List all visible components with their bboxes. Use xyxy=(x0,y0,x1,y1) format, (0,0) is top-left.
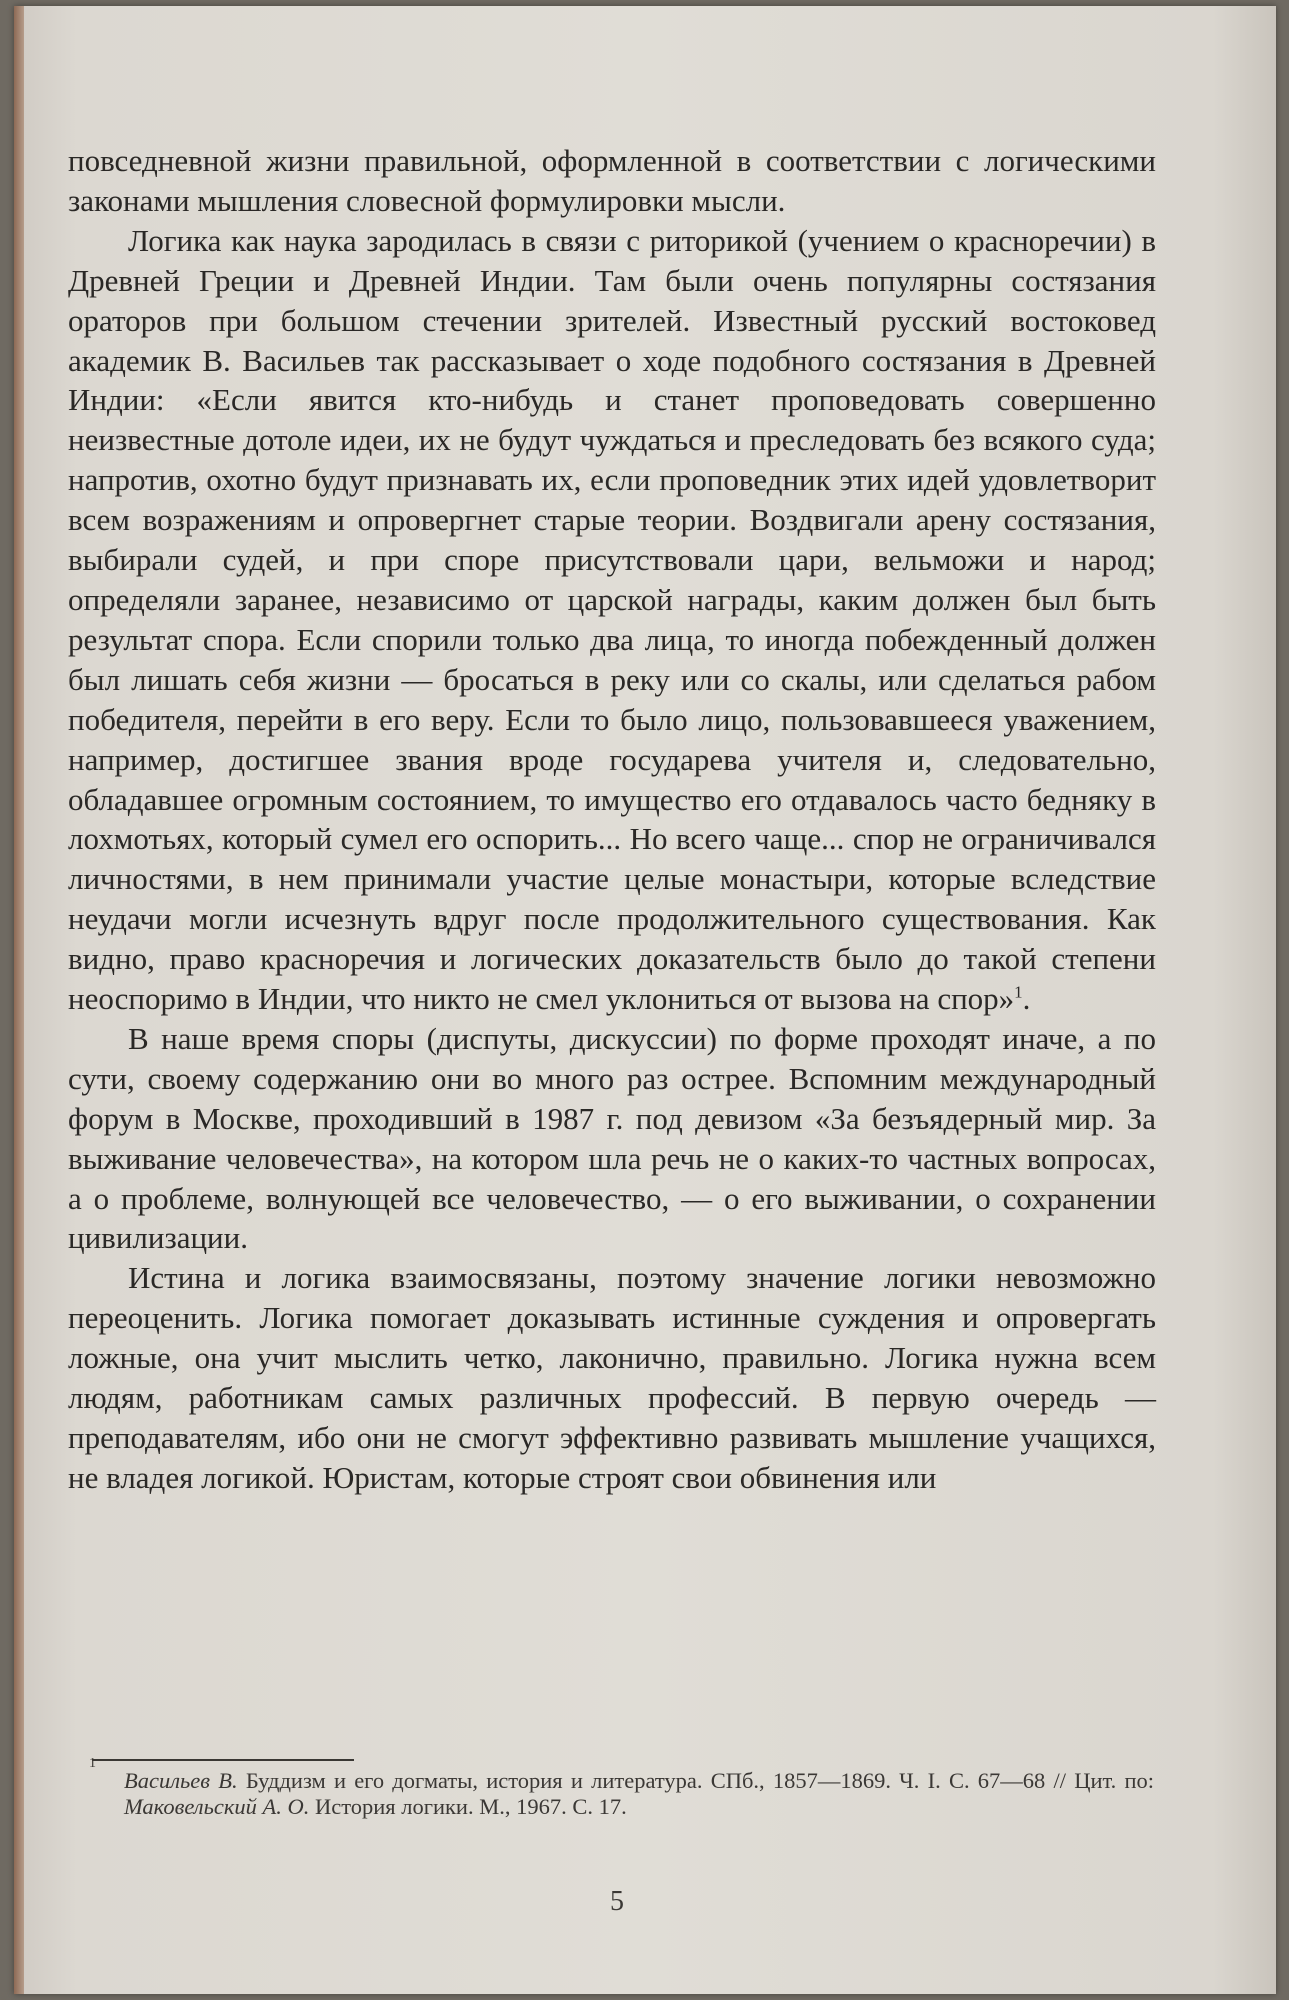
footnote-mark: 1 xyxy=(89,1756,96,1771)
footnote xyxy=(124,1768,1154,1820)
footnote-reference: 1 xyxy=(1014,982,1023,1002)
paragraph-2-end: . xyxy=(1022,981,1031,1017)
book-page xyxy=(14,6,1276,1994)
book-spine-edge xyxy=(14,6,24,1994)
paragraph-4: Истина и логика взаимосвязаны, поэтому значение логики невозможно переоценить. Логика помогает доказывать истинные суждения и опровергать ложные, она учит мыслить четко, лаконично, правильно. Логика нужна всем людям, работникам самых различных профессий. В первую очередь — преподавателям, ибо они не смогут эффективно развивать мышление учащихся, не владея логикой. Юристам, которые строят свои обвинения или xyxy=(68,1260,1156,1495)
footnote-author-2: Маковельский А. О. xyxy=(124,1794,310,1819)
footnote-author-1: Васильев В. xyxy=(124,1768,238,1793)
paragraph-1: повседневной жизни правильной, оформленной в соответствии с логическими законами мышления словесной формулировки мысли. xyxy=(68,143,1156,218)
footnote-separator xyxy=(92,1759,354,1761)
paragraph-3: В наше время споры (диспуты, дискуссии) по форме проходят иначе, а по сути, своему содержанию они во много раз острее. Вспомним международный форум в Москве, проходивший в 1987 г. под девизом «За безъядерный мир. За выживание человечества», на котором шла речь не о каких-то частных вопросах, а о проблеме, волнующей все человечество, — о его выживании, о сохранении цивилизации. xyxy=(68,1020,1156,1256)
page-number: 5 xyxy=(610,1886,624,1917)
paragraph-2 xyxy=(68,221,1156,1019)
main-text xyxy=(68,141,1156,1498)
paragraph-2-text: Логика как наука зародилась в связи с риторикой (учением о красноречии) в Древней Греции и Древней Индии. Там были очень популярны состязания ораторов при большом стечении зрителей. Известный русский востоковед академик В. Васильев так рассказывает о ходе подобного состязания в Древней Индии: «Если явится кто-нибудь и станет проповедовать совершенно неизвестные дотоле идеи, их не будут чуждаться и преследовать без всякого суда; напротив, охотно будут признавать их, если проповедник этих идей удовлетворит всем возражениям и опровергнет старые теории. Воздвигали арену состязания, выбирали судей, и при споре присутствовали цари, вельможи и народ; определяли заранее, независимо от царской награды, каким должен был быть результат спора. Если спорили только два лица, то иногда побежденный должен был лишать себя жизни — бросаться в реку или со скалы, или сделаться рабом победителя, перейти в его веру. Если то было лицо, пользовавшееся уважением, например, достигшее звания вроде государева учителя и, следовательно, обладавшее огромным состоянием, то имущество его отдавалось часто бедняку в лохмотьях, который сумел его оспорить... Но всего чаще... спор не ограничивался личностями, в нем принимали участие целые монастыри, которые вследствие неудачи могли исчезнуть вдруг после продолжительного существования. Как видно, право красноречия и логических доказательств было до такой степени неоспоримо в Индии, что никто не смел уклониться от вызова на спор» xyxy=(68,222,1156,1017)
footnote-text-2: История логики. М., 1967. С. 17. xyxy=(314,1794,627,1819)
footnote-text-1: Буддизм и его догматы, история и литература. СПб., 1857—1869. Ч. I. С. 67—68 // Цит. по: xyxy=(245,1768,1154,1793)
